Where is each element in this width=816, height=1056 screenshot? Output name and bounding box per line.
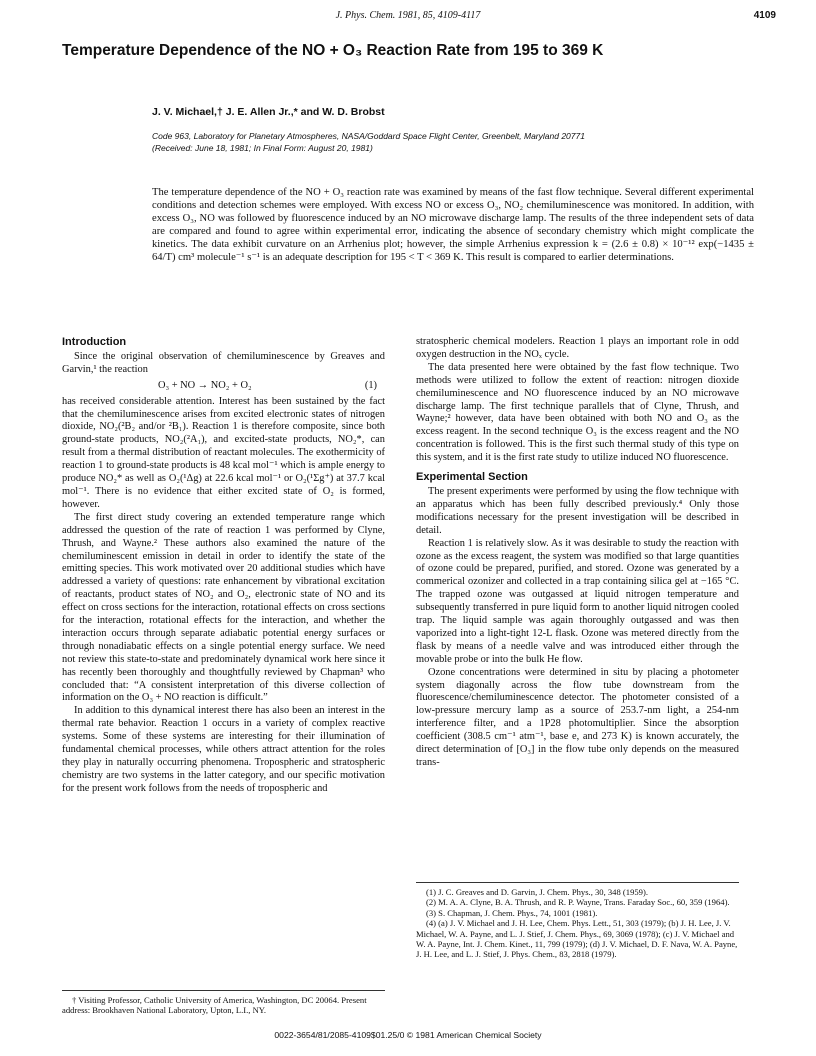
experimental-paragraph-3: Ozone concentrations were determined in situ by placing a photometer system diagonally across the flow tube downstream from the fluorescence/chemiluminescence detector. The photometer consisted of a low-pressure mercury lamp as a source of 253.7-nm light, a 254-nm interference filter, and a 1P28 photomultiplier. Since the absorption coefficient (308.5 cm⁻¹ atm⁻¹, base e, and 273 K) is known accurately, the direct determination of [O₃] in the flow tube only depends on the measured trans-: [416, 666, 739, 768]
equation-number: (1): [364, 379, 377, 391]
affiliation: Code 963, Laboratory for Planetary Atmospheres, NASA/Goddard Space Flight Center, Greenbelt, Maryland 20771: [152, 131, 585, 141]
author-footnote: † Visiting Professor, Catholic University of America, Washington, DC 20064. Present address: Brookhaven National Laboratory, Upton, L.I., NY.: [62, 990, 385, 1016]
intro-paragraph-4: In addition to this dynamical interest there has also been an interest in the thermal rate behavior. Reaction 1 occurs in a variety of complex reactive systems. Some of these systems are interesting for their illumination of fundamental chemical processes, while others attract attention for the roles they play in naturally occurring phenomena. Tropospheric and stratospheric chemistry are two systems in the latter category, and our specific motivation for the present work follows from the needs of tropospheric and: [62, 705, 385, 794]
experimental-paragraph-1: The present experiments were performed by using the flow technique with an apparatus which has been fully described previously.⁴ Only those modifications necessary for the present investigation will be described in detail.: [416, 485, 739, 536]
right-paragraph-1: stratospheric chemical modelers. Reaction 1 plays an important role in odd oxygen destruction in the NOₓ cycle.: [416, 336, 739, 360]
affiliation-block: [152, 130, 752, 154]
running-header: [0, 10, 816, 26]
page-footer: 0022-3654/81/2085-4109$01.25/0 © 1981 American Chemical Society: [274, 1030, 542, 1040]
left-column: [62, 336, 385, 796]
article-title: Temperature Dependence of the NO + O₃ Reaction Rate from 195 to 369 K: [62, 42, 604, 59]
intro-paragraph-2: has received considerable attention. Interest has been sustained by the fact that the chemiluminescence arises from excited electronic states of nitrogen dioxide, NO₂(²B₂ and/or ²B₁). Reaction 1 is therefore composite, since both ground-state products, NO₂(²A₁), and excited-state products, NO₂*, can result from a thermal distribution of reactant molecules. The exothermicity of reaction 1 to ground-state products is 48 kcal mol⁻¹ which is ample energy to produce NO₂* as well as O₂(¹Δg) at 22.6 kcal mol⁻¹ or O₂(¹Σg⁺) at 37.7 kcal mol⁻¹. There is no evidence that either excited state of O₂ is formed, however.: [62, 395, 385, 510]
journal-reference: J. Phys. Chem. 1981, 85, 4109-4117: [335, 10, 481, 21]
equation-text: O₃ + NO → NO₂ + O₂: [158, 379, 252, 391]
reference-item: (1) J. C. Greaves and D. Garvin, J. Chem. Phys., 30, 348 (1959).: [426, 887, 648, 897]
introduction-heading: Introduction: [62, 336, 127, 348]
page-number: 4109: [753, 10, 776, 21]
right-paragraph-2: The data presented here were obtained by the fast flow technique. Two methods were utilized to follow the extent of reaction: nitrogen dioxide chemiluminescence and NO fluorescence induced by an NO microwave discharge lamp. The first technique parallels that of Clyne, Thrush, and Wayne;² however, data have been obtained with both NO and O₃ as the excess reagent. In the second technique O₃ is the excess reagent and the NO concentration is followed. This is the first such thermal study of this type on this system, and it is the first rate study to utilize induced NO fluorescence.: [416, 361, 739, 464]
abstract: The temperature dependence of the NO + O₃ reaction rate was examined by means of the fast flow technique. Several different experimental conditions and detection schemes were employed. With excess NO or excess O₃, NO₂ chemiluminescence was monitored. In addition, with excess O₃, NO was followed by fluorescence induced by an NO microwave discharge lamp. The results of the three independent sets of data are compared and found to agree within experimental error, indicating the absence of secondary chemistry which might complicate the kinetics. The data exhibit curvature on an Arrhenius plot; however, the simple Arrhenius expression k = (2.6 ± 0.8) × 10⁻¹² exp(−1435 ± 64/T) cm³ molecule⁻¹ s⁻¹ is an adequate description for 195 < T < 369 K. This result is compared to earlier determinations.: [152, 187, 754, 263]
right-column: [416, 336, 739, 770]
intro-paragraph-1: Since the original observation of chemiluminescence by Greaves and Garvin,¹ the reaction: [62, 350, 385, 375]
received-dates: (Received: June 18, 1981; In Final Form: August 20, 1981): [152, 143, 373, 153]
author-list: J. V. Michael,† J. E. Allen Jr.,* and W. D. Brobst: [152, 106, 385, 118]
reference-item: (3) S. Chapman, J. Chem. Phys., 74, 1001 (1981).: [426, 907, 598, 918]
reference-item: (4) (a) J. V. Michael and J. H. Lee, Chem. Phys. Lett., 51, 303 (1979); (b) J. H. Lee, J. V. Michael, W. A. Payne, and L. J. Stief, J. Chem. Phys., 69, 3069 (1978); (c) J. V. Michael and W. A. Payne, Int. J. Chem. Kinet., 11, 799 (1979); (d) J. V. Michael, D. F. Nava, W. A. Payne, J. H. Lee, and L. J. Stief, J. Phys. Chem., 83, 2818 (1979).: [416, 918, 738, 960]
equation-1: [62, 377, 385, 396]
reference-item: (2) M. A. A. Clyne, B. A. Thrush, and R. P. Wayne, Trans. Faraday Soc., 60, 359 (1964).: [426, 897, 730, 908]
intro-paragraph-3: The first direct study covering an extended temperature range which addressed the question of the rate of reaction 1 was performed by Clyne, Thrush, and Wayne.² These authors also examined the nature of the chemiluminescent emission in detail in order to identify the state of the emitting species. This work motivated over 20 additional studies which have addressed a variety of questions: rate enhancement by vibrational excitation of reactants, product states of NO₂ and O₂, electronic state of NO and its effect on cross sections for the interaction, rotational effects on cross sections for the interaction, rotational effects for the interaction, and whether the interaction occurs through separate adiabatic potential energy surfaces or through nonadiabatic effects on a single potential energy surface. We need not review this state-to-state and predominately dynamical work here since it has recently been thoroughly and thoughtfully reviewed by Chapman³ who concluded that: “A consistent interpretation of this diverse collection of information on the O₃ + NO reaction is difficult.”: [62, 511, 385, 704]
experimental-paragraph-2: Reaction 1 is relatively slow. As it was desirable to study the reaction with ozone as the excess reagent, the system was modified so that large quantities of ozone could be prepared, purified, and stored. Ozone was generated by a commerical ozonizer and collected in a trap containing silica gel at −165 °C. The trapped ozone was outgassed at liquid nitrogen temperature and subsequently transferred in pure liquid form to another liquid nitrogen cooled trap. The liquid sample was again thoroughly outgassed and was then vaporized into a light-tight 12-L flask. Ozone was metered directly from the flask by means of a needle valve and was introduced either through the movable probe or into the bulk He flow.: [416, 537, 739, 665]
experimental-heading: Experimental Section: [416, 471, 528, 484]
references: [416, 882, 739, 960]
